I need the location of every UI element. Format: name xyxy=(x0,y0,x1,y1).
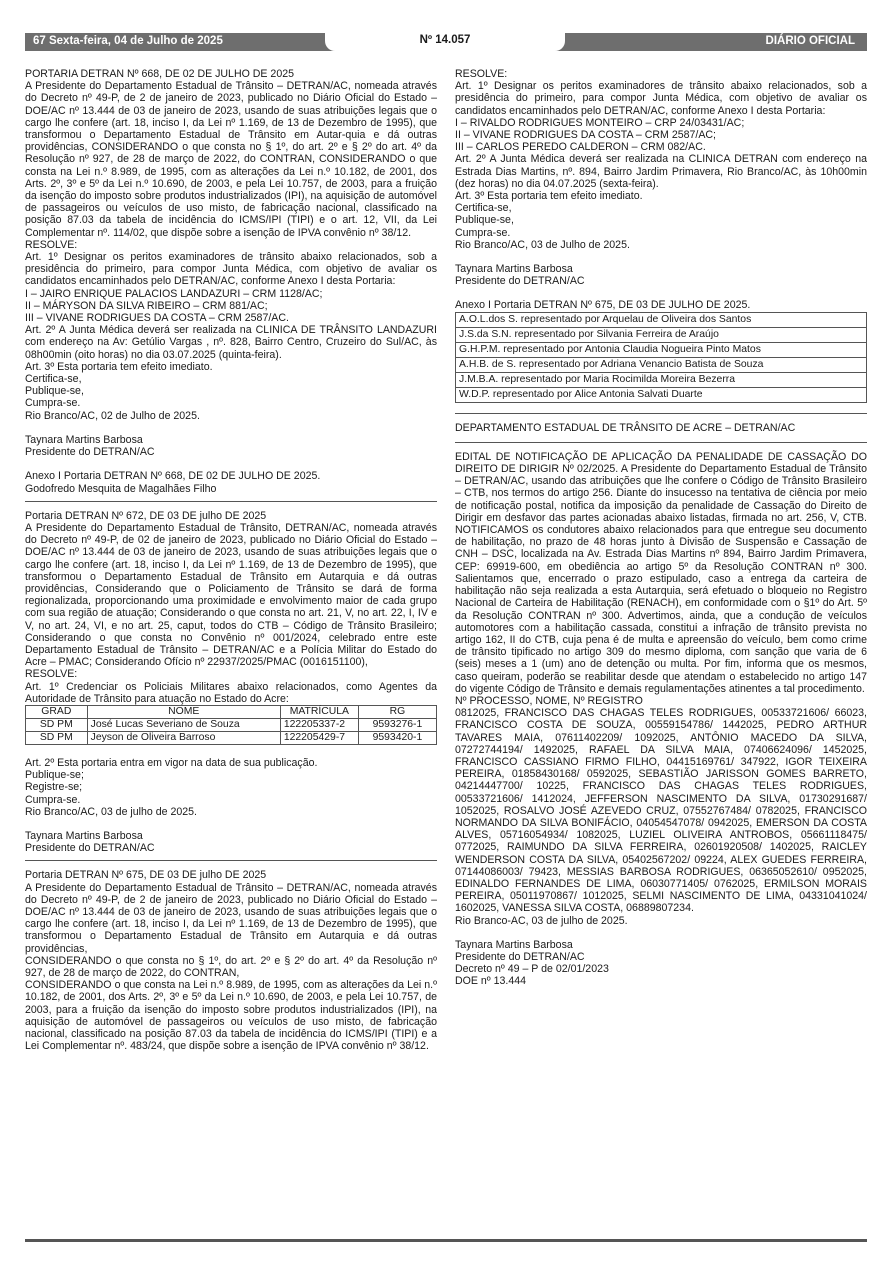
portaria-title: PORTARIA DETRAN Nº 668, DE 02 DE JULHO DE 2025 xyxy=(25,68,295,80)
cell-grad: SD PM xyxy=(26,731,88,744)
article-1: Art. 1º Credenciar os Policiais Militares abaixo relacionados, como Agentes da Autoridade de Trânsito para atuação no Estado do Acre: xyxy=(25,680,437,705)
table-row xyxy=(456,312,867,327)
portaria-668 xyxy=(25,68,437,495)
annex-cell: A.H.B. de S. representado por Adriana Venancio Batista de Souza xyxy=(456,357,867,372)
annex-title: Anexo I Portaria DETRAN Nº 668, DE 02 DE JULHO DE 2025. xyxy=(25,470,321,483)
table-row xyxy=(456,342,867,357)
article-2: Art. 2º A Junta Médica deverá ser realizada na CLINICA DETRAN com endereço na Estrada Dias Martins, nº. 894, Bairro Jardim Primavera, Rio Branco/AC, às 10h00min (dez horas) no dia 04.07.2025 (sexta-feira). xyxy=(455,153,867,190)
portaria-body: A Presidente do Departamento Estadual de Trânsito – DETRAN/AC, nomeada através do Decreto nº 49-P, de 2 de janeiro de 2023, publicado no Diário Oficial do Estado – DOE/AC nº 13.444 de 03 de janeiro de 2023, usando de suas atribuições legais que o cargo lhe confere (art. 18, inciso I, da Lei nº 1.169, de 13 de Dezembro de 1995), que transformou o Departamento Estadual de Trânsito em Autarquia e dá outras providências, xyxy=(25,881,437,955)
signature-name: Taynara Martins Barbosa xyxy=(455,938,573,951)
col-matricula: MATRÍCULA xyxy=(280,705,358,718)
resolve-label: RESOLVE: xyxy=(455,68,508,80)
signature-role: Presidente do DETRAN/AC xyxy=(25,446,155,459)
resolve-label: RESOLVE: xyxy=(25,668,78,681)
page-header xyxy=(25,33,867,51)
header-issue-number: Nº 14.057 xyxy=(325,33,565,51)
header-page-date: 67 Sexta-feira, 04 de Julho de 2025 xyxy=(33,35,223,47)
edital-body: EDITAL DE NOTIFICAÇÃO DE APLICAÇÃO DA PENALIDADE DE CASSAÇÃO DO DIREITO DE DIRIGIR Nº 02/2025. A Presidente do Departamento Estadual de Trânsito – DETRAN/AC, usando das atribuições que lhe confere o Código de Trânsito Brasileiro – CTB, nos termos do artigo 256. Diante do insucesso na tentativa de ciência por meio de notificação postal, notifica da imposição da penalidade de Cassação do Direito de Dirigir em desfavor das partes acionadas abaixo listadas, firmada no art. 256, V, CTB. NOTIFICAMOS os condutores abaixo relacionados para que entregue seu documento de habilitação, no prazo de 48 horas junto à Divisão de Suspensão e Cassação de CNH – DSC, localizada na Av. Estrada Dias Martins nº 894, Bairro Jardim Primavera, CEP: 69919-600, em obediência ao artigo 5º da Resolução CONTRAN nº 300. Salientamos que, encerrado o prazo estipulado, caso a entrega da carteira de habilitação não seja realizada a esta Autarquia, será efetuado o bloqueio no Registro Nacional de Carteira de Habilitação (RENACH), em conformidade com o §1º do Art. 5º da Resolução CONTRAN nº 300. Advertimos, ainda, que a condução de veículos automotores com a habilitação cassada, constitui a infração de trânsito prevista no artigo 162, II do CTB, cuja pena é de multa e apreensão do veículo, bem como crime de trânsito tipificado no artigo 309 do mesmo diploma, com sanção que varia de 6 (seis) meses a 1 (um) ano de detenção ou multa. Por fim, informa que os mesmos, caso queiram, poderão se reabilitar desde que atendam o estabelecido no artigo 147 do vigente Código de Trânsito e demais regulamentações atinentes a tal procedimento. xyxy=(455,450,867,695)
place-date: Rio Branco/AC, 03 de julho de 2025. xyxy=(25,805,197,818)
considerando-1: CONSIDERANDO o que consta no § 1º, do art. 2º e § 2º do art. 4º da Resolução nº 927, de 28 de março de 2022, do CONTRAN, xyxy=(25,954,437,979)
article-2: Art. 2º A Junta Médica deverá ser realizada na CLINICA DE TRÂNSITO LANDAZURI com endereço na Av: Getúlio Vargas , nº. 828, Bairro Centro, Cruzeiro do Sul/AC, às 08h00min (oito horas) no dia 03.07.2025 (quinta-feira). xyxy=(25,324,437,361)
signature-role: Presidente do DETRAN/AC xyxy=(25,842,155,855)
annex-entry: Godofredo Mesquita de Magalhães Filho xyxy=(25,482,217,495)
member-2: II – MÁRYSON DA SILVA RIBEIRO – CRM 881/AC; xyxy=(25,299,268,312)
header-publication-name: DIÁRIO OFICIAL xyxy=(765,35,855,47)
article-1: Art. 1º Designar os peritos examinadores de trânsito abaixo relacionados, sob a presidência do primeiro, para compor Junta Médica, com objetivo de avaliar os candidatos encaminhados pelo DETRAN/AC, conforme Anexo I desta Portaria: xyxy=(25,251,437,288)
portaria-body: A Presidente do Departamento Estadual de Trânsito – DETRAN/AC, nomeada através do Decreto nº 49-P, de 2 de janeiro de 2023, publicado no Diário Oficial do Estado – DOE/AC nº 13.444 de 03 de janeiro de 2023, usando de suas atribuições legais que o cargo lhe confere (art. 18, inciso I, da Lei nº 1.169, de 13 de Dezembro de 1995), que transformou o Departamento Estadual de Trânsito em Autar-quia e dá outras providências, CONSIDERANDO o que consta no § 1º, do art. 2º e § 2º do art. 4º da Resolução nº 927, de 28 de março de 2022, do CONTRAN, CONSIDERANDO o que consta na Lei n.º 8.989, de 1995, com as alterações da Lei n.º 10.182, de 2001, dos Arts. 2º, 3º e 5º da Lei n.º 10.690, de 2003, e pela Lei 10.757, de 2003, para a fruição da isenção do imposto sobre produtos industrializados (IPI), na aquisição de automóvel de passageiros ou veículos de uso misto, de fabricação nacional, classificado na posição 87.03 da tabela de incidência do ICMS/IPI (TIPI) e o art. 12, VII, da Lei Complementar nº. 114/02, que dispõe sobre a isenção de IPVA convênio nº 38/12. xyxy=(25,80,437,239)
closing-2: Publique-se, xyxy=(455,214,514,227)
cell-nome: Jeyson de Oliveira Barroso xyxy=(87,731,280,744)
footer-rule xyxy=(25,1239,867,1242)
decree-reference: Decreto nº 49 – P de 02/01/2023 xyxy=(455,963,609,976)
table-row xyxy=(456,357,867,372)
article-3: Art. 3º Esta portaria tem efeito imediato. xyxy=(455,190,643,203)
member-3: III – VIVANE RODRIGUES DA COSTA – CRM 2587/AC. xyxy=(25,312,289,325)
member-1: I – RIVALDO RODRIGUES MONTEIRO – CRP 24/03431/AC; xyxy=(455,116,745,129)
closing-1: Certifica-se, xyxy=(25,373,82,386)
table-header-row xyxy=(26,705,437,718)
col-nome: NOME xyxy=(87,705,280,718)
closing-3: Cumpra-se. xyxy=(25,793,81,806)
cell-rg: 9593276-1 xyxy=(358,718,436,731)
annex-cell: J.M.B.A. representado por Maria Rocimilda Moreira Bezerra xyxy=(456,372,867,387)
doe-reference: DOE nº 13.444 xyxy=(455,975,527,988)
closing-3: Cumpra-se. xyxy=(455,226,511,239)
cell-nome: José Lucas Severiano de Souza xyxy=(87,718,280,731)
edital-notificacao xyxy=(455,422,867,988)
signature-role: Presidente do DETRAN/AC xyxy=(455,275,585,288)
annex-title: Anexo I Portaria DETRAN Nº 675, DE 03 DE JULHO DE 2025. xyxy=(455,299,751,312)
cell-matricula: 122205337-2 xyxy=(280,718,358,731)
portaria-675 xyxy=(25,869,437,1052)
drivers-list: 0812025, FRANCISCO DAS CHAGAS TELES RODRIGUES, 00533721606/ 66023, FRANCISCO COSTA DE SOUZA, 00559154786/ 1442025, PEDRO ARTHUR TAVARES MAIA, 07611402209/ 1092025, ANTÔNIO MACEDO DA SILVA, 07272744194/ 1492025, RAFAEL DA SILVA MAIA, 07406624096/ 1452025, FRANCISCO CASSIANO FIRMO FILHO, 04415169761/ 347922, IGOR TEIXEIRA PEREIRA, 01858430168/ 0592025, SEBASTIÃO JARISSON GOMES BARRETO, 04214447700/ 10225, FRANCISCO DAS CHAGAS TELES RODRIGUES, 00533721606/ 1412024, JEFFERSON NASCIMENTO DA SILVA, 01730291687/ 1052025, ROSALVO JOSÉ AZEVEDO CRUZ, 07552767484/ 0782025, FRANCISCO NORMANDO DA SILVA BONIFÁCIO, 04054547078/ 0942025, EMERSON DA COSTA ALVES, 05716054934/ 1082025, LUZIEL OLIVEIRA ANTROBOS, 05661118475/ 0772025, RAIMUNDO DA SILVA FERREIRA, 02601920508/ 1402025, RAICLEY WENDERSON COSTA DA SILVA, 05402567202/ 09224, ALEX GUEDES FERREIRA, 07144086003/ 79423, MESSIAS BARBOSA RODRIGUES, 06365052610/ 0952025, EDINALDO FERNANDES DE LIMA, 06030771405/ 0762025, ERMILSON MORAIS PEREIRA, 05011970867/ 1012025, SELMI NASCIMENTO DE LIMA, 04331041024/ 1602025, VANESSA SILVA COSTA, 06889807234. xyxy=(455,707,867,915)
portaria-title: Portaria DETRAN Nº 675, DE 03 DE julho DE 2025 xyxy=(25,869,267,882)
closing-1: Publique-se; xyxy=(25,769,84,782)
article-2: Art. 2º Esta portaria entra em vigor na data de sua publicação. xyxy=(25,756,318,769)
section-divider xyxy=(455,413,867,414)
annex-cell: W.D.P. representado por Alice Antonia Salvati Duarte xyxy=(456,387,867,402)
cell-grad: SD PM xyxy=(26,718,88,731)
list-header: Nº PROCESSO, NOME, Nº REGISTRO xyxy=(455,694,643,707)
closing-3: Cumpra-se. xyxy=(25,397,81,410)
table-row xyxy=(456,327,867,342)
considerando-2: CONSIDERANDO o que consta na Lei n.º 8.989, de 1995, com as alterações da Lei n.º 10.182, de 2001, dos Arts. 2º, 3º e 5º da Lei n.º 10.690, de 2003, e pela Lei 10.757, de 2003, para a fruição da isenção do imposto sobre produtos industrializados (IPI), na aquisição de automóvel de passageiros ou veículos de uso misto, de fabricação nacional, classificado na posição 87.03 da tabela de incidência do ICMS/IPI (TIPI) e a Lei Complementar nº. 483/24, que dispõe sobre a isenção de IPVA convênio nº 38/12. xyxy=(25,979,437,1053)
annex-table xyxy=(455,312,867,403)
place-date: Rio Branco/AC, 02 de Julho de 2025. xyxy=(25,409,200,422)
signature-name: Taynara Martins Barbosa xyxy=(455,263,573,276)
annex-cell: J.S.da S.N. representado por Silvania Ferreira de Araújo xyxy=(456,327,867,342)
table-row xyxy=(456,387,867,402)
left-column xyxy=(25,68,437,1052)
portaria-title: Portaria DETRAN Nº 672, DE 03 DE julho DE 2025 xyxy=(25,509,267,522)
article-1: Art. 1º Designar os peritos examinadores de trânsito abaixo relacionados, sob a presidência do primeiro, para compor Junta Médica, com objetivo de avaliar os candidatos encaminhados pelo DETRAN/AC, conforme Anexo I desta Portaria: xyxy=(455,80,867,117)
police-officers-table xyxy=(25,705,437,745)
annex-cell: G.H.P.M. representado por Antonia Claudia Nogueira Pinto Matos xyxy=(456,342,867,357)
closing-1: Certifica-se, xyxy=(455,202,512,215)
section-divider xyxy=(25,501,437,502)
resolve-label: RESOLVE: xyxy=(25,238,78,251)
signature-name: Taynara Martins Barbosa xyxy=(25,829,143,842)
closing-2: Registre-se; xyxy=(25,781,83,794)
table-row xyxy=(26,731,437,744)
col-rg: RG xyxy=(358,705,436,718)
place-date: Rio Branco/AC, 03 de Julho de 2025. xyxy=(455,238,630,251)
annex-cell: A.O.L.dos S. representado por Arquelau de Oliveira dos Santos xyxy=(456,312,867,327)
right-column xyxy=(455,68,867,988)
col-grad: GRAD xyxy=(26,705,88,718)
signature-role: Presidente do DETRAN/AC xyxy=(455,950,585,963)
portaria-body: A Presidente do Departamento Estadual de Trânsito, DETRAN/AC, nomeada através do Decreto nº 49-P, de 02 de janeiro de 2023, publicado no Diário Oficial do Estado – DOE/AC nº 13.444 de 03 de janeiro de 2023, usando de suas atribuições legais que o cargo lhe confere (art. 18, inciso I, da Lei nº 1.169, de 13 de Dezembro de 1995), que transformou o Departamento Estadual de Trânsito em Autarquia e dá outras providências, Considerando que o Policiamento de Trânsito se dará de forma regionalizada, proporcionando uma proximidade e envolvimento maior de cada grupo com sua região de atuação; Considerando o que consta no art. 21, V, no art. 22, I, IV e V, no art. 24, VI, e no art. 25, caput, todos do CTB – Código de Trânsito Brasileiro; Considerando o que consta no Convênio nº 001/2024, celebrado entre este Departamento Estadual de Trânsito – DETRAN/AC e a Polícia Militar do Estado do Acre – PMAC; Considerando Ofício nº 22937/2025/PMAC (0016151100), xyxy=(25,521,437,669)
cell-matricula: 122205429-7 xyxy=(280,731,358,744)
table-row xyxy=(456,372,867,387)
member-1: I – JAIRO ENRIQUE PALACIOS LANDAZURI – CRM 1128/AC; xyxy=(25,287,323,300)
member-3: III – CARLOS PEREDO CALDERON – CRM 082/AC. xyxy=(455,141,706,154)
place-date: Rio Branco-AC, 03 de julho de 2025. xyxy=(455,914,628,927)
portaria-675-continued xyxy=(455,68,867,403)
section-divider xyxy=(25,860,437,861)
member-2: II – VIVANE RODRIGUES DA COSTA – CRM 2587/AC; xyxy=(455,129,716,142)
department-heading: DEPARTAMENTO ESTADUAL DE TRÂNSITO DE ACRE – DETRAN/AC xyxy=(455,421,796,434)
signature-name: Taynara Martins Barbosa xyxy=(25,433,143,446)
portaria-672 xyxy=(25,510,437,855)
table-row xyxy=(26,718,437,731)
article-3: Art. 3º Esta portaria tem efeito imediato. xyxy=(25,360,213,373)
cell-rg: 9593420-1 xyxy=(358,731,436,744)
closing-2: Publique-se, xyxy=(25,385,84,398)
section-divider xyxy=(455,442,867,443)
